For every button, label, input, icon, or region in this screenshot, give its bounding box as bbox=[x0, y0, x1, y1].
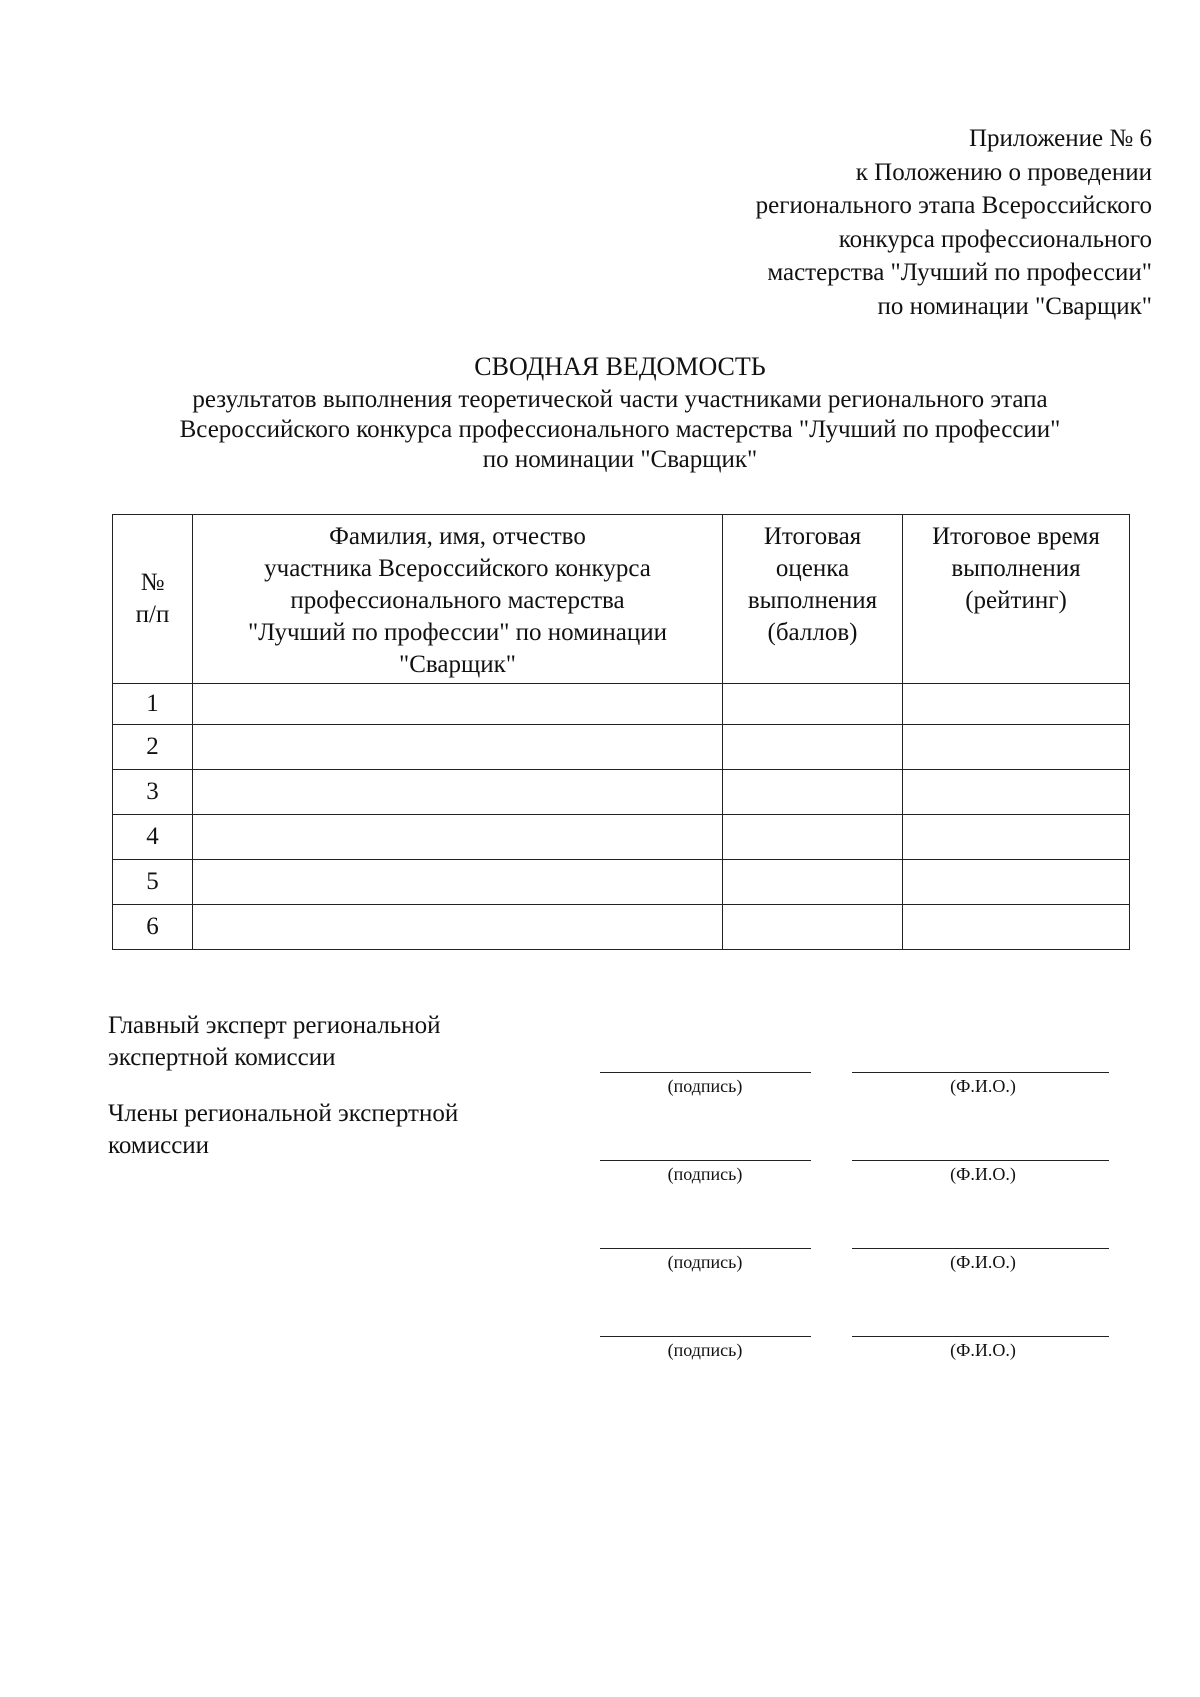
label-line: комиссии bbox=[108, 1132, 210, 1159]
table-row bbox=[113, 770, 1130, 815]
header-line: оценка bbox=[775, 555, 850, 582]
name-line[interactable] bbox=[852, 1248, 1109, 1249]
name-cell[interactable] bbox=[193, 905, 723, 950]
time-cell[interactable] bbox=[903, 684, 1130, 725]
name-caption: (Ф.И.О.) bbox=[950, 1340, 1016, 1360]
table-header-row bbox=[113, 515, 1130, 684]
time-cell[interactable] bbox=[903, 725, 1130, 770]
label-line: Главный эксперт региональной bbox=[108, 1012, 441, 1039]
table-row bbox=[113, 684, 1130, 725]
appendix-line: по номинации "Сварщик" bbox=[877, 292, 1152, 320]
score-cell[interactable] bbox=[723, 725, 903, 770]
row-number: 3 bbox=[113, 770, 193, 815]
appendix-line: конкурса профессионального bbox=[838, 225, 1152, 253]
appendix-block bbox=[640, 122, 1152, 323]
signature-line[interactable] bbox=[600, 1336, 811, 1337]
header-line: выполнения bbox=[951, 555, 1081, 582]
name-cell[interactable] bbox=[193, 770, 723, 815]
score-cell[interactable] bbox=[723, 815, 903, 860]
header-line: Итоговое время bbox=[932, 523, 1100, 550]
name-cell[interactable] bbox=[193, 815, 723, 860]
row-number: 1 bbox=[113, 684, 193, 725]
name-line[interactable] bbox=[852, 1160, 1109, 1161]
label-line: Члены региональной экспертной bbox=[108, 1100, 459, 1127]
name-cell[interactable] bbox=[193, 725, 723, 770]
name-caption: (Ф.И.О.) bbox=[950, 1164, 1016, 1184]
signature-caption: (подпись) bbox=[667, 1164, 743, 1184]
header-line: (рейтинг) bbox=[965, 587, 1067, 614]
name-line[interactable] bbox=[852, 1072, 1109, 1073]
table-row bbox=[113, 860, 1130, 905]
time-cell[interactable] bbox=[903, 860, 1130, 905]
name-line[interactable] bbox=[852, 1336, 1109, 1337]
label-line: экспертной комиссии bbox=[108, 1044, 336, 1071]
name-caption: (Ф.И.О.) bbox=[950, 1076, 1016, 1096]
time-cell[interactable] bbox=[903, 770, 1130, 815]
header-line: Итоговая bbox=[763, 523, 862, 550]
header-total-score bbox=[723, 515, 903, 684]
score-cell[interactable] bbox=[723, 905, 903, 950]
document-title: СВОДНАЯ ВЕДОМОСТЬ bbox=[474, 352, 766, 381]
header-line: участника Всероссийского конкурса bbox=[264, 555, 651, 582]
score-cell[interactable] bbox=[723, 770, 903, 815]
appendix-line: Приложение № 6 bbox=[968, 125, 1152, 152]
chief-expert-label bbox=[108, 1010, 440, 1074]
header-line: "Лучший по профессии" по номинации bbox=[247, 619, 668, 646]
header-line: профессионального мастерства bbox=[290, 587, 625, 614]
row-number: 5 bbox=[113, 860, 193, 905]
signature-line[interactable] bbox=[600, 1072, 811, 1073]
row-number: 4 bbox=[113, 815, 193, 860]
time-cell[interactable] bbox=[903, 815, 1130, 860]
header-line: № bbox=[140, 569, 165, 596]
subtitle-line: по номинации "Сварщик" bbox=[482, 446, 758, 473]
header-number bbox=[113, 515, 193, 684]
signature-line[interactable] bbox=[600, 1248, 811, 1249]
members-label bbox=[108, 1098, 458, 1162]
score-cell[interactable] bbox=[723, 860, 903, 905]
table-row bbox=[113, 815, 1130, 860]
appendix-line: к Положению о проведении bbox=[855, 158, 1152, 186]
table-row bbox=[113, 725, 1130, 770]
signature-line[interactable] bbox=[600, 1160, 811, 1161]
row-number: 6 bbox=[113, 905, 193, 950]
name-cell[interactable] bbox=[193, 860, 723, 905]
header-line: "Сварщик" bbox=[399, 651, 516, 678]
header-full-name bbox=[193, 515, 723, 684]
name-cell[interactable] bbox=[193, 684, 723, 725]
document-subtitle bbox=[100, 385, 1140, 475]
table-row bbox=[113, 905, 1130, 950]
header-line: выполнения bbox=[747, 587, 878, 614]
appendix-line: регионального этапа Всероссийского bbox=[755, 192, 1152, 219]
time-cell[interactable] bbox=[903, 905, 1130, 950]
header-line: (баллов) bbox=[767, 619, 858, 646]
name-caption: (Ф.И.О.) bbox=[950, 1252, 1016, 1272]
results-table bbox=[112, 514, 1130, 950]
signature-caption: (подпись) bbox=[667, 1076, 743, 1096]
row-number: 2 bbox=[113, 725, 193, 770]
header-line: Фамилия, имя, отчество bbox=[329, 523, 586, 550]
signature-caption: (подпись) bbox=[667, 1340, 743, 1360]
score-cell[interactable] bbox=[723, 684, 903, 725]
subtitle-line: Всероссийского конкурса профессионального мастерства "Лучший по профессии" bbox=[179, 416, 1061, 443]
appendix-line: мастерства "Лучший по профессии" bbox=[767, 259, 1152, 286]
header-total-time bbox=[903, 515, 1130, 684]
header-line: п/п bbox=[135, 601, 170, 628]
subtitle-line: результатов выполнения теоретической части участниками регионального этапа bbox=[192, 386, 1048, 413]
signature-caption: (подпись) bbox=[667, 1252, 743, 1272]
